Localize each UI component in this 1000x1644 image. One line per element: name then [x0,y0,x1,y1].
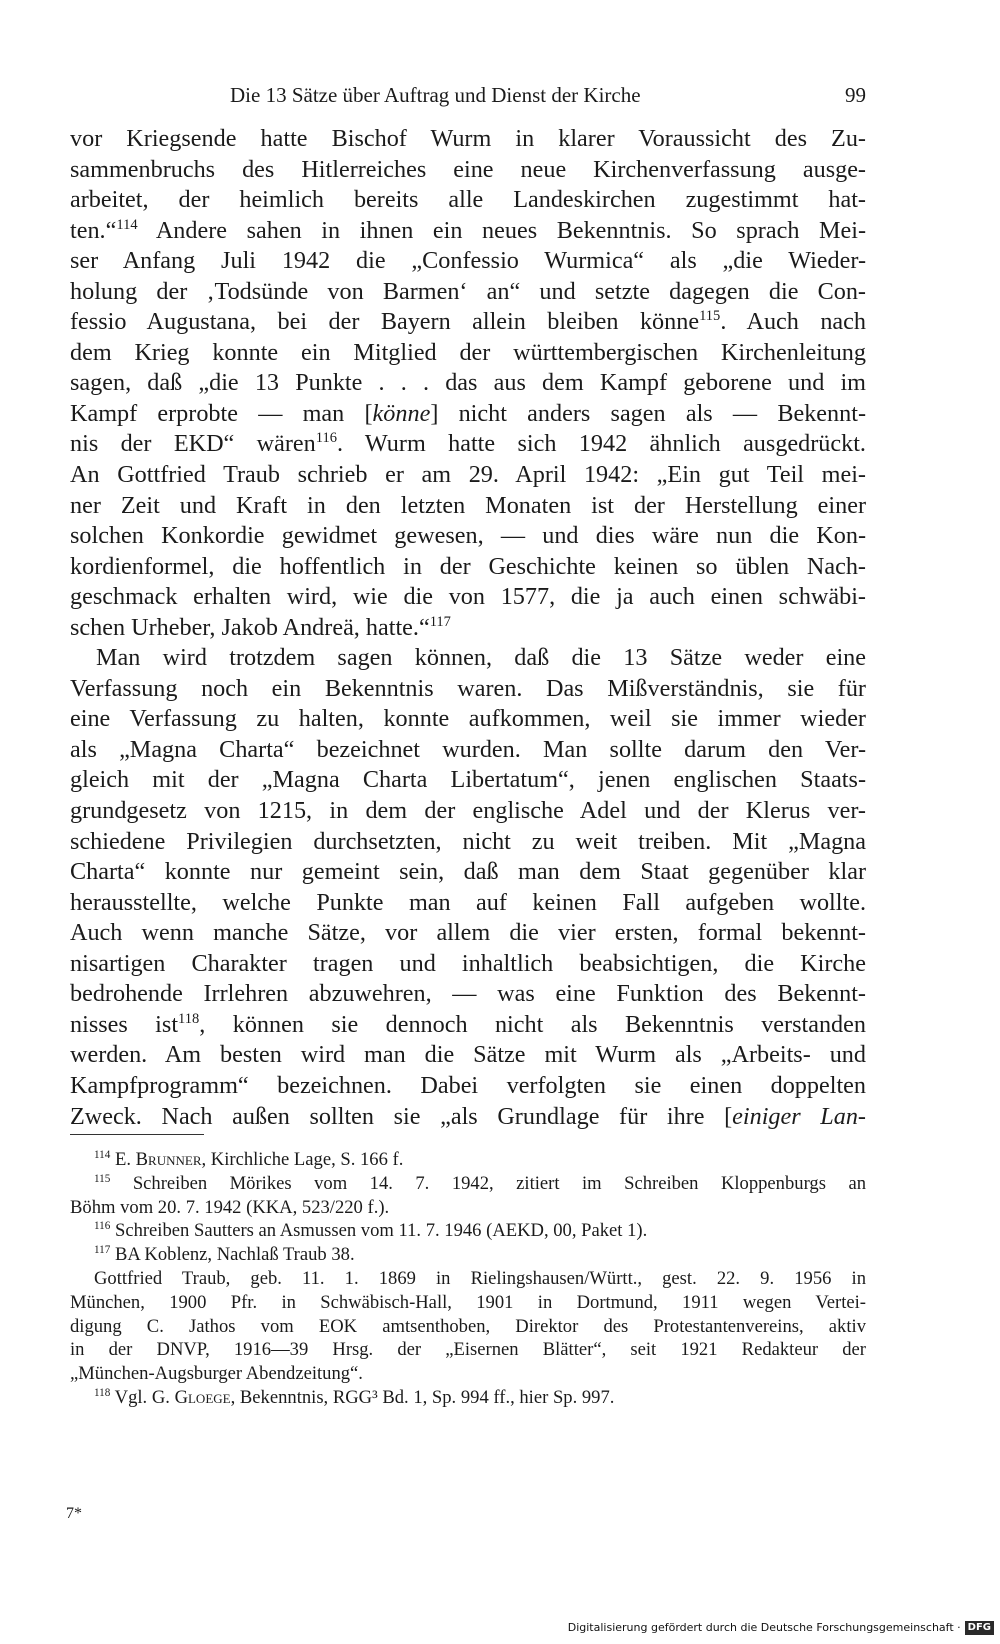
body-line-text: ner Zeit und Kraft in den letzten Monaten ist der Herstellung einer [70,491,866,519]
body-line [70,857,866,888]
body-line-text: nisartigen Charakter tragen und inhaltlich beabsichtigen, die Kirche [70,949,866,977]
body-line [70,491,866,522]
footnote-line [70,1315,866,1339]
footnote-line [70,1338,866,1362]
footnote-number: 116 [94,1220,111,1233]
italic-text: einiger Lan- [732,1102,866,1130]
printer-signature: 7* [66,1505,82,1522]
footnote-line [70,1291,866,1315]
body-line [70,277,866,308]
body-line-text: Kampf erprobte — man [ [70,399,373,427]
body-line [70,155,866,186]
body-line-text: ] nicht anders sagen als — Bekennt- [430,399,866,427]
footnote-line [70,1243,866,1267]
dfg-logo: DFG [965,1621,994,1635]
footnote-line [70,1196,866,1220]
body-line-text: sagen, daß „die 13 Punkte . . . das aus dem Kampf geborene und im [70,369,866,397]
footnote-line-text: in der DNVP, 1916—39 Hrsg. der „Eisernen Blätter“, seit 1921 Redakteur der [70,1339,866,1361]
body-line [70,674,866,705]
body-line-text: An Gottfried Traub schrieb er am 29. April 1942: „Ein gut Teil mei- [70,461,866,489]
body-line-text: gleich mit der „Magna Charta Libertatum“, jenen englischen Staats- [70,766,866,794]
footnote-line-text: Gottfried Traub, geb. 11. 1. 1869 in Rielingshausen/Württ., gest. 22. 9. 1956 in [94,1267,866,1289]
author-name: Brunner [135,1149,202,1170]
running-header [70,80,866,110]
body-line-text: solchen Konkordie gewidmet gewesen, — und dies wäre nun die Kon- [70,522,866,550]
body-line-text: Auch wenn manche Sätze, vor allem die vier ersten, formal bekennt- [70,919,866,947]
body-line-text: vor Kriegsende hatte Bischof Wurm in klarer Voraussicht des Zu- [70,125,866,152]
body-line [70,643,866,674]
footnote-number: 118 [94,1387,111,1400]
body-line-text: ser Anfang Juli 1942 die „Confessio Wurmica“ als „die Wieder- [70,247,866,275]
footnote-number: 114 [94,1149,111,1162]
footnote-line-text: Schreiben Mörikes vom 14. 7. 1942, zitiert im Schreiben Kloppenburgs an [110,1172,866,1194]
footnote-line [70,1267,866,1291]
body-line [70,124,866,155]
footnote-line [70,1362,866,1386]
body-line [70,949,866,980]
credit-text: Digitalisierung gefördert durch die Deutsche Forschungsgemeinschaft · [567,1621,961,1634]
body-line-text: Kampfprogramm“ bezeichnen. Dabei verfolgten sie einen doppelten [70,1071,866,1099]
body-line [70,888,866,919]
footnote-line-text: Schreiben Sautters an Asmussen vom 11. 7. 1946 (AEKD, 00, Paket 1). [110,1220,648,1242]
body-line-text: arbeitet, der heimlich bereits alle Landeskirchen zugestimmt hat- [70,186,866,214]
digitization-credit [568,1620,994,1636]
running-title: Die 13 Sätze über Auftrag und Dienst der Kirche [230,83,641,107]
body-line [70,582,866,613]
body-line [70,307,866,338]
footnote-line-text: , Bekenntnis, RGG³ Bd. 1, Sp. 994 ff., hier Sp. 997. [230,1386,615,1408]
body-line [70,827,866,858]
footnote-line-text: digung C. Jathos vom EOK amtsenthoben, Direktor des Protestantenvereins, aktiv [70,1315,866,1337]
body-line-text: holung der ‚Todsünde von Barmen‘ an“ und setzte dagegen die Con- [70,277,866,305]
footnote-separator [70,1134,204,1135]
body-line-text: schiedene Privilegien durchsetzten, nicht zu weit treiben. Mit „Magna [70,827,866,855]
body-line-text: schen Urheber, Jakob Andreä, hatte.“ [70,613,430,641]
body-line [70,918,866,949]
body-line-text: sammenbruchs des Hitlerreiches eine neue Kirchenverfassung ausge- [70,155,866,183]
body-line-text: , können sie dennoch nicht als Bekenntnis verstanden [199,1010,866,1038]
body-line-text: . Auch nach [720,308,866,336]
body-line [70,735,866,766]
body-line [70,704,866,735]
body-line [70,765,866,796]
body-line-text: grundgesetz von 1215, in dem der englische Adel und der Klerus ver- [70,797,866,825]
body-line [70,185,866,216]
footnote-line [70,1148,866,1172]
body-line-text: werden. Am besten wird man die Sätze mit Wurm als „Arbeits- und [70,1041,866,1069]
body-line-text: Andere sahen in ihnen ein neues Bekenntnis. So sprach Mei- [137,216,866,244]
body-line [70,368,866,399]
footnote-line-text: BA Koblenz, Nachlaß Traub 38. [110,1244,355,1266]
footnote-line-text: Vgl. G. [110,1386,175,1408]
footnote-line-text: „München-Augsburger Abendzeitung“. [70,1363,363,1385]
body-line [70,1040,866,1071]
body-line-text: Man wird trotzdem sagen können, daß die 13 Sätze weder eine [96,644,866,672]
body-line-text: dem Krieg konnte ein Mitglied der württembergischen Kirchenleitung [70,338,866,366]
footnote-line-text: , Kirchliche Lage, S. 166 f. [201,1149,404,1170]
body-line-text: Zweck. Nach außen sollten sie „als Grundlage für ihre [ [70,1102,733,1130]
footnote-line-text: Böhm vom 20. 7. 1942 (KKA, 523/220 f.). [70,1196,390,1218]
body-line [70,979,866,1010]
body-line [70,1102,866,1133]
body-line [70,246,866,277]
body-line-text: . Wurm hatte sich 1942 ähnlich ausgedrückt. [336,430,866,458]
body-line-text: bedrohende Irrlehren abzuwehren, — was eine Funktion des Bekennt- [70,980,866,1008]
body-line [70,399,866,430]
body-line [70,521,866,552]
body-line [70,613,866,644]
italic-text: könne [372,399,431,427]
body-line [70,216,866,247]
footnote-line [70,1219,866,1243]
body-line-text: fessio Augustana, bei der Bayern allein bleiben könne [70,308,700,336]
page-number: 99 [845,83,866,107]
footnote-number: 117 [94,1244,111,1257]
body-line [70,1010,866,1041]
footnotes [70,1148,866,1410]
body-line-text: Verfassung noch ein Bekenntnis waren. Das Mißverständnis, sie für [70,674,866,702]
footnote-reference: 118 [178,1010,200,1027]
body-line [70,1071,866,1102]
body-line-text: eine Verfassung zu halten, konnte aufkommen, weil sie immer wieder [70,705,866,733]
footnote-reference: 114 [116,216,138,233]
body-text [70,124,866,1132]
footnote-reference: 117 [429,613,451,630]
body-line-text: als „Magna Charta“ bezeichnet wurden. Man sollte darum den Ver- [70,735,866,763]
body-line-text: geschmack erhalten wird, wie die von 1577, die ja auch einen schwäbi- [70,583,866,611]
footnote-number: 115 [94,1172,111,1185]
body-line [70,338,866,369]
footnote-line-text: München, 1900 Pfr. in Schwäbisch-Hall, 1901 in Dortmund, 1911 wegen Vertei- [70,1291,866,1313]
body-line-text: Charta“ konnte nur gemeint sein, daß man dem Staat gegenüber klar [70,858,866,886]
footnote-line-text: E. [110,1149,136,1170]
body-line [70,796,866,827]
footnote-line [70,1172,866,1196]
body-line-text: herausstellte, welche Punkte man auf keinen Fall aufgeben wollte. [70,888,866,916]
footnote-reference: 115 [699,308,721,325]
footnote-reference: 116 [315,430,337,447]
body-line-text: nis der EKD“ wären [70,430,316,458]
body-line [70,552,866,583]
body-line-text: kordienformel, die hoffentlich in der Geschichte keinen so üblen Nach- [70,552,866,580]
author-name: Gloege [174,1386,231,1408]
body-line [70,429,866,460]
footnote-line [70,1386,866,1410]
body-line [70,460,866,491]
body-line-text: ten.“ [70,216,117,244]
body-line-text: nisses ist [70,1010,179,1038]
